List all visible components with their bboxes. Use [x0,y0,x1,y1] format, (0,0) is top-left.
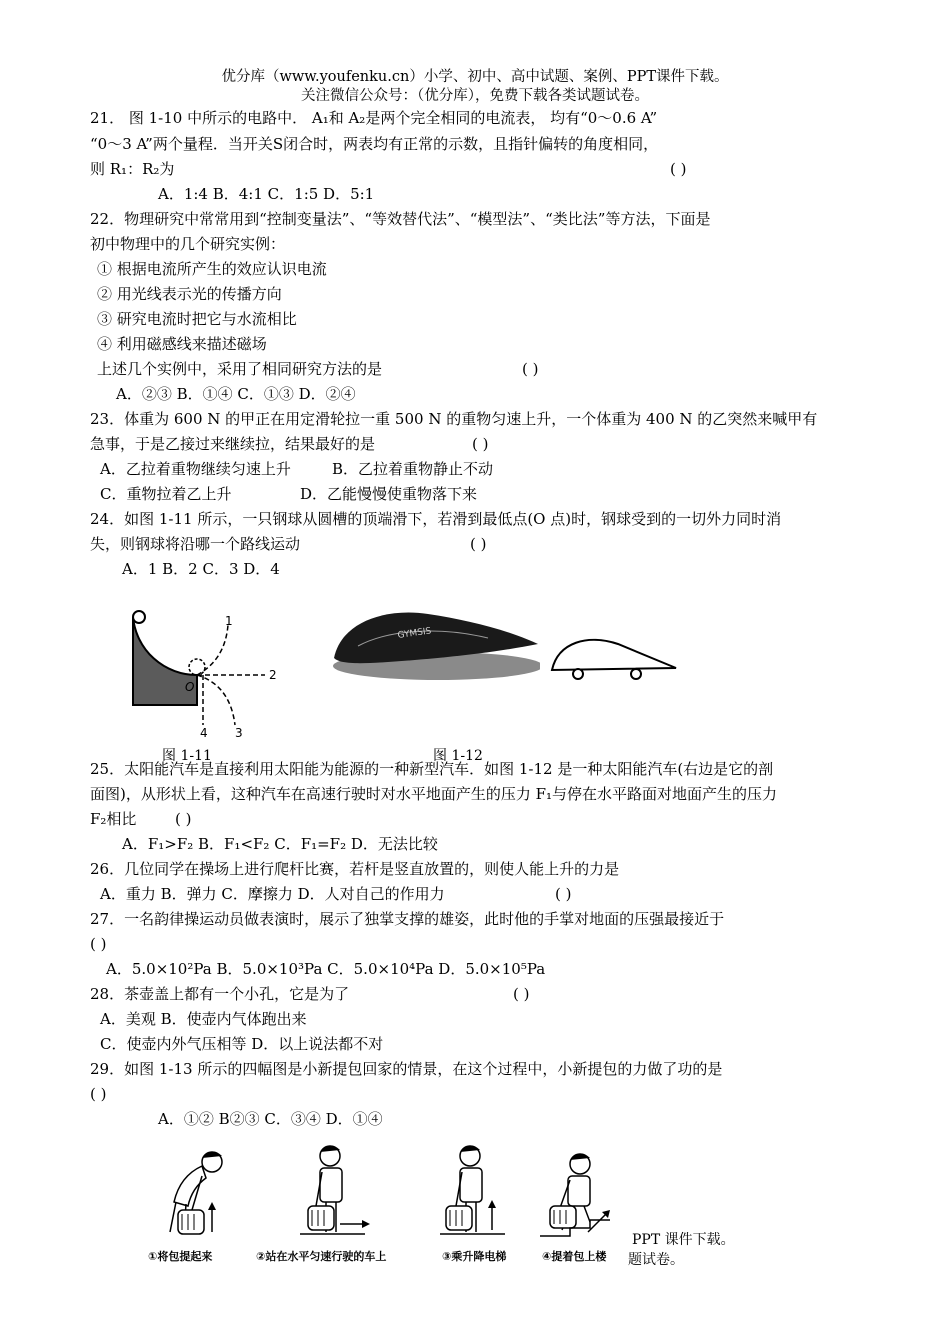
q25-line-3: F₂相比 [90,810,137,828]
scene-3-elevator [440,1145,505,1234]
label-2: 2 [269,668,277,682]
q22-options: A．②③ B．①④ C．①③ D．②④ [116,385,356,403]
fig13-label-1: ①将包提起来 [148,1250,213,1263]
q26-answer-paren: ( ) [555,885,572,903]
figure-1-12-photo [328,600,540,690]
car-section-body [552,640,676,670]
q23-line-2: 急事，于是乙接过来继续拉，结果最好的是 [90,435,376,453]
q26-options: A．重力 B．弹力 C．摩擦力 D．人对自己的作用力 [100,885,445,903]
q22-answer-paren: ( ) [522,360,539,378]
q25-line-2: 面图)，从形状上看，这种汽车在高速行驶时对水平地面产生的压力 F₁与停在水平路面对地面产生的压力 [90,785,778,803]
q22-line-1: 22．物理研究中常常用到“控制变量法”、“等效替代法”、“模型法”、“类比法”等方法，下面是 [90,210,711,228]
q22-item-3: ③ 研究电流时把它与水流相比 [97,310,297,328]
front-wheel [573,669,583,679]
q23-option-a: A．乙拉着重物继续匀速上升 [100,460,291,478]
header-line-2: 关注微信公众号：（优分库），免费下载各类试题试卷。 [301,88,649,104]
q24-options: A．1 B．2 C．3 D．4 [122,560,280,578]
q24-answer-paren: ( ) [470,535,487,553]
path-1 [197,625,228,675]
fig13-label-3: ③乘升降电梯 [442,1250,507,1263]
header-line-1: 优分库（www.youfenku.cn）小学、初中、高中试题、案例、PPT课件下载。 [221,69,729,85]
q24-line-2: 失，则钢球将沿哪一个路线运动 [90,535,301,553]
fig13-label-4: ④提着包上楼 [542,1250,607,1263]
fig-1-11-caption: 图 1-11 [162,748,212,764]
q21-line-1: 21． 图 1-10 中所示的电路中． A₁和 A₂是两个完全相同的电流表， 均有“0～0.6 A” [90,109,658,127]
q23-line-1: 23．体重为 600 N 的甲正在用定滑轮拉一重 500 N 的重物匀速上升，一个体重为 400 N 的乙突然来喊甲有 [90,410,818,428]
q22-item-4: ④ 利用磁感线来描述磁场 [97,335,267,353]
car-text: GYMSIS [397,626,432,641]
q21-answer-paren: ( ) [670,160,687,178]
q27-line-1: 27．一名韵律操运动员做表演时，展示了独掌支撑的雄姿，此时他的手掌对地面的压强最接近于 [90,910,725,928]
q26-line-1: 26．几位同学在操场上进行爬杆比赛，若杆是竖直放置的，则使人能上升的力是 [90,860,620,878]
q28-options-ab: A．美观 B．使壶内气体跑出来 [100,1010,307,1028]
q29-line-1: 29．如图 1-13 所示的四幅图是小新提包回家的情景，在这个过程中，小新提包的力做了功的是 [90,1060,723,1078]
scene-4-stairs [540,1153,610,1236]
q24-line-1: 24．如图 1-11 所示，一只钢球从圆槽的顶端滑下，若滑到最低点(O 点)时，钢球受到的一切外力同时消 [90,510,782,528]
q22-line-2: 初中物理中的几个研究实例： [90,235,286,253]
q22-item-2: ② 用光线表示光的传播方向 [97,285,282,303]
q23-option-d: D．乙能慢慢使重物落下来 [300,485,478,503]
q21-line-2: “0～3 A”两个量程．当开关S闭合时，两表均有正常的示数，且指针偏转的角度相同， [90,135,659,153]
q23-option-c: C．重物拉着乙上升 [100,485,232,503]
scene-1-lifting-bag [170,1151,222,1234]
q29-line-2: ( ) [90,1085,107,1103]
q28-options-cd: C．使壶内外气压相等 D．以上说法都不对 [100,1035,384,1053]
q23-option-b: B．乙拉着重物静止不动 [332,460,494,478]
q25-line-1: 25．太阳能汽车是直接利用太阳能为能源的一种新型汽车．如图 1-12 是一种太阳能汽车(右边是它的剖 [90,760,774,778]
q28-answer-paren: ( ) [513,985,530,1003]
q21-options: A．1:4 B．4:1 C．1:5 D．5:1 [158,185,375,203]
q22-item-1: ① 根据电流所产生的效应认识电流 [97,260,327,278]
q27-line-2: ( ) [90,935,107,953]
q25-options: A．F₁>F₂ B．F₁<F₂ C．F₁=F₂ D．无法比较 [122,835,438,853]
ball-bottom-dashed [189,659,205,675]
q22-line-3: 上述几个实例中，采用了相同研究方法的是 [97,360,383,378]
footer-ppt: PPT 课件下载。 [632,1232,735,1248]
q23-answer-paren: ( ) [472,435,489,453]
scene-2-on-moving-vehicle [300,1145,370,1234]
figure-1-11 [125,605,290,745]
rear-wheel [631,669,641,679]
footer-tail: 题试卷。 [628,1252,684,1268]
q29-options: A．①② B②③ C．③④ D．①④ [158,1110,383,1128]
q28-line-1: 28．茶壶盖上都有一个小孔，它是为了 [90,985,350,1003]
fig13-label-2: ②站在水平匀速行驶的车上 [256,1250,387,1263]
figure-1-12-section [548,628,683,688]
label-1: 1 [225,614,233,628]
q27-options: A．5.0×10²Pa B．5.0×10³Pa C．5.0×10⁴Pa D．5.0×10⁵Pa [106,960,546,978]
label-4: 4 [200,726,208,740]
fig-1-12-caption: 图 1-12 [433,748,483,764]
ball-top [133,611,145,623]
q21-line-3: 则 R₁：R₂为 [90,160,175,178]
label-3: 3 [235,726,243,740]
label-o: O [185,680,195,694]
q25-answer-paren: ( ) [175,810,192,828]
